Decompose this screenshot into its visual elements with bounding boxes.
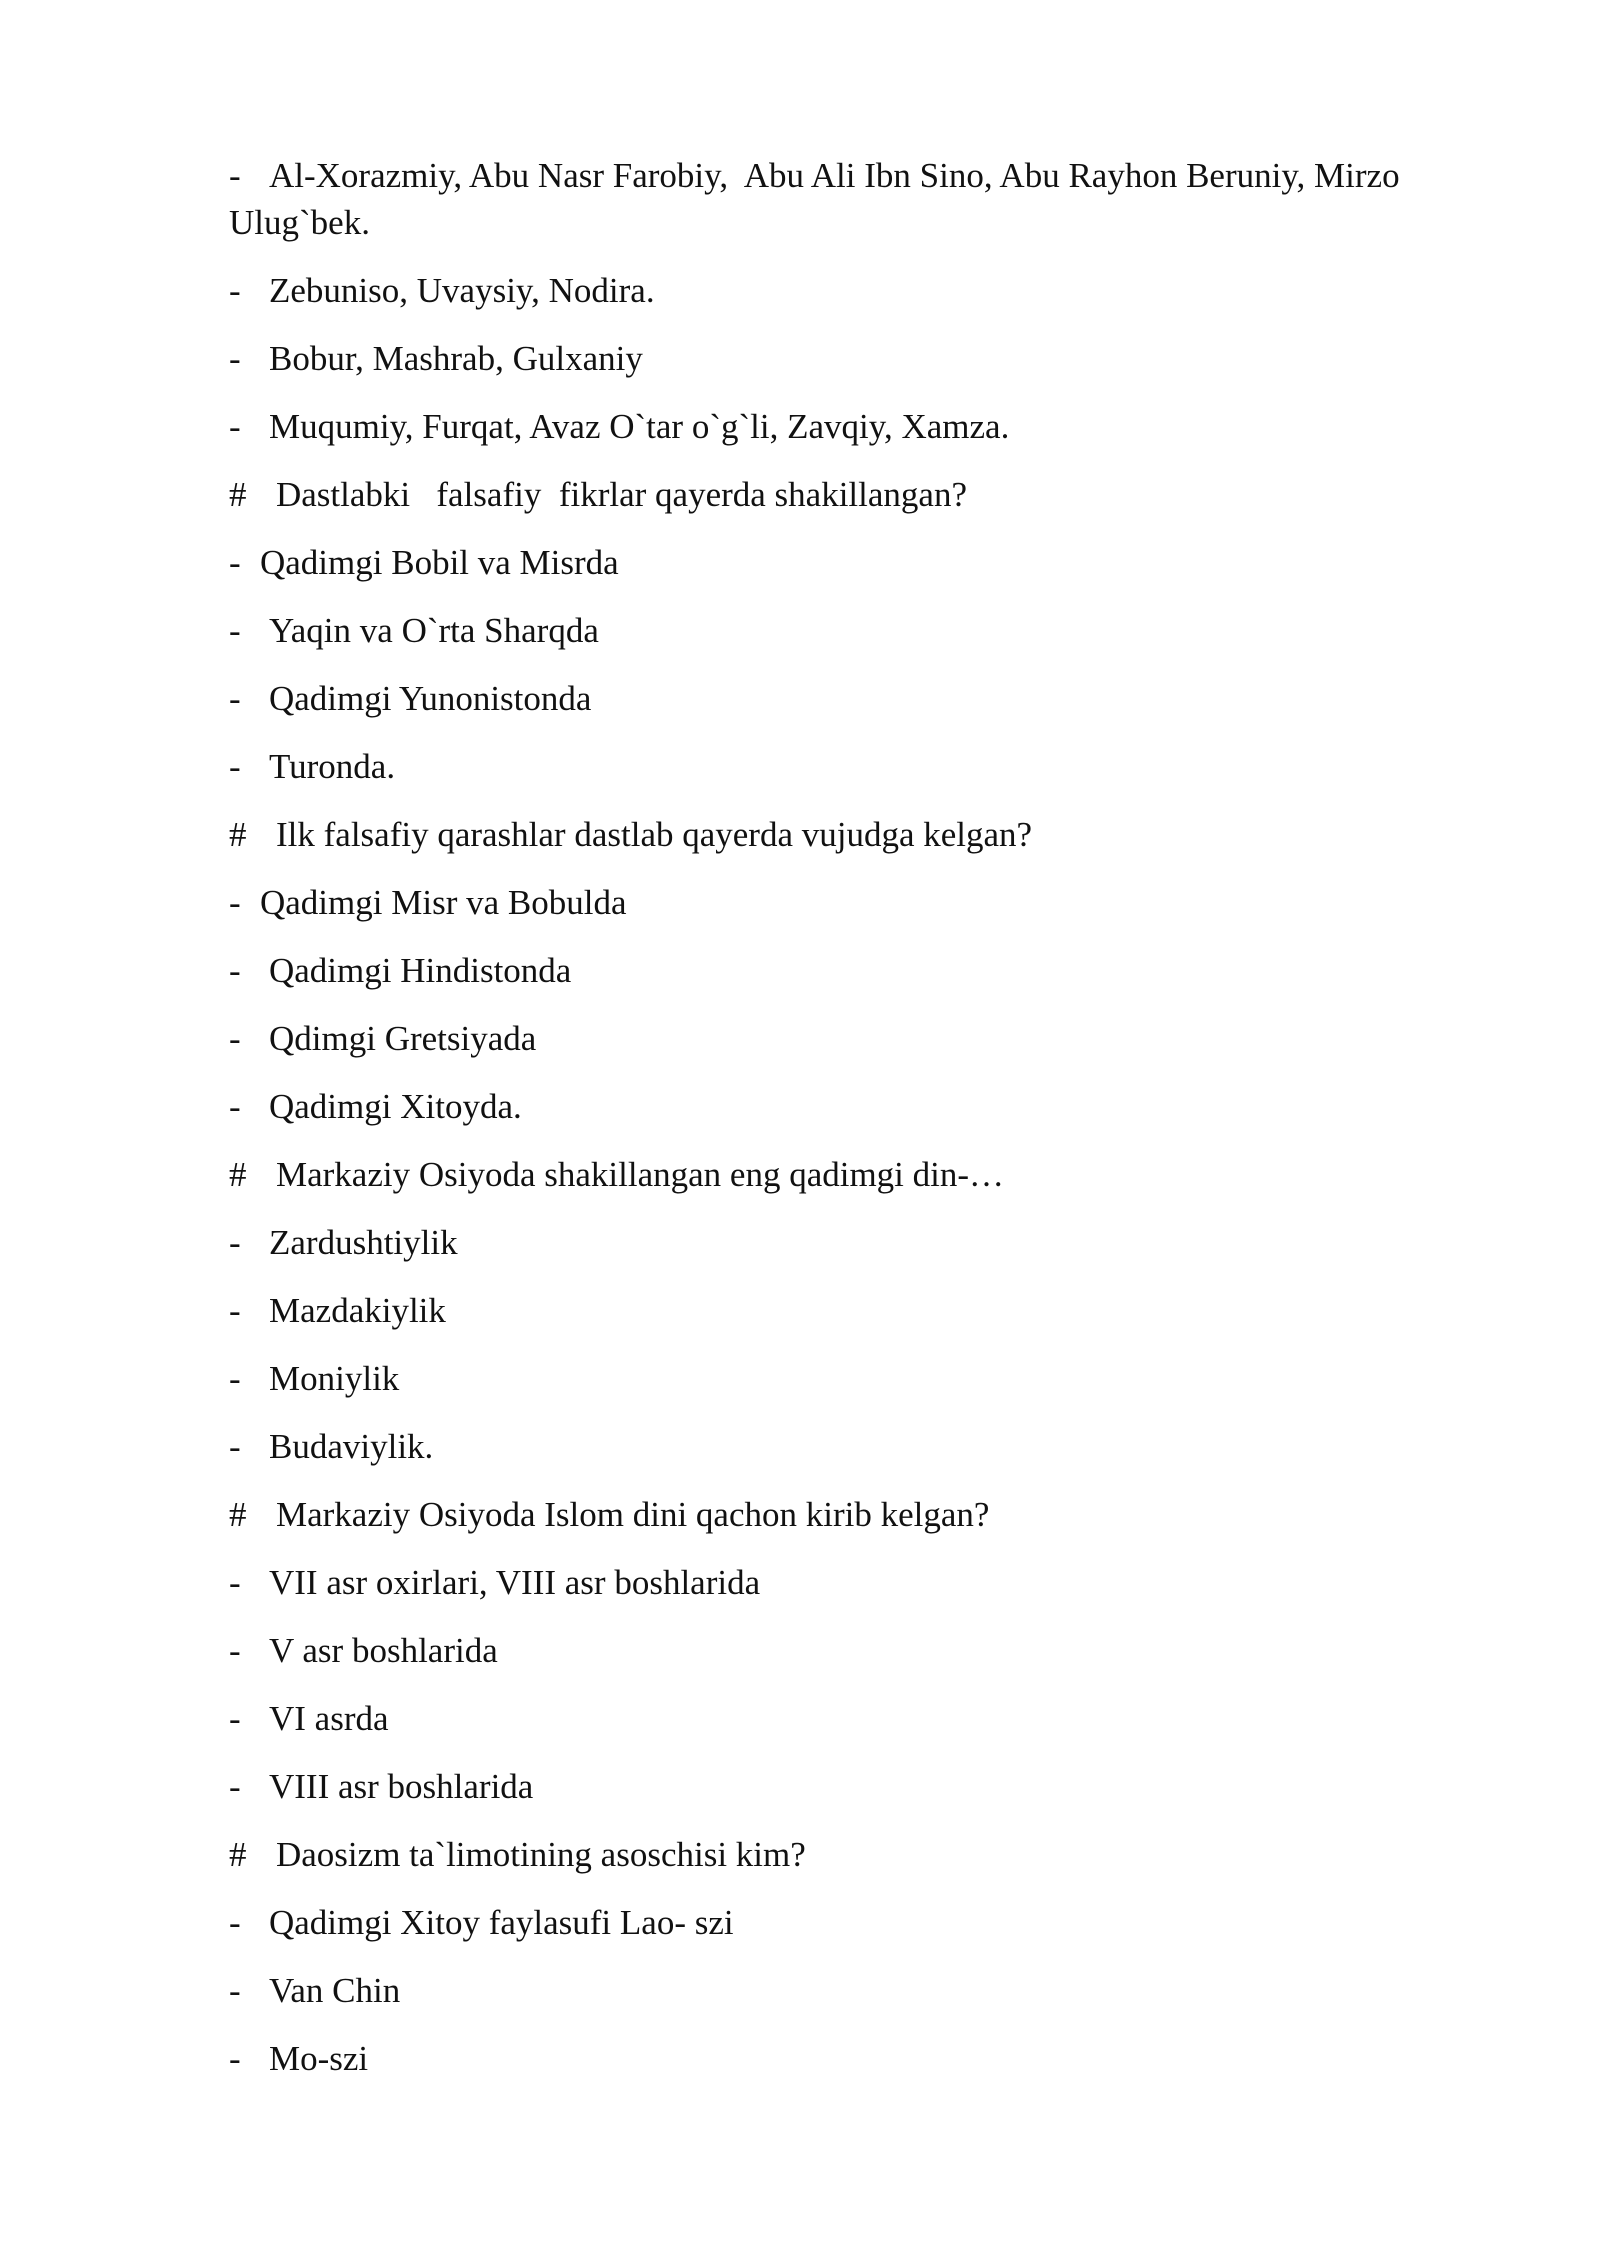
hash-marker: # bbox=[229, 1835, 247, 1874]
answer-text: Turonda. bbox=[269, 747, 396, 786]
answer-option bbox=[229, 1967, 1409, 2014]
answer-option bbox=[229, 879, 1409, 926]
answer-option bbox=[229, 1219, 1409, 1266]
answer-option bbox=[229, 1763, 1409, 1810]
answer-text: Qdimgi Gretsiyada bbox=[269, 1019, 537, 1058]
answer-option bbox=[229, 152, 1409, 246]
answer-option bbox=[229, 675, 1409, 722]
answer-text: VI asrda bbox=[269, 1699, 389, 1738]
answer-text: V asr boshlarida bbox=[269, 1631, 498, 1670]
hash-marker: # bbox=[229, 815, 247, 854]
dash-marker: - bbox=[229, 2039, 241, 2078]
hash-marker: # bbox=[229, 1495, 247, 1534]
answer-option bbox=[229, 1287, 1409, 1334]
hash-marker: # bbox=[229, 1155, 247, 1194]
dash-marker: - bbox=[229, 1427, 241, 1466]
answer-option bbox=[229, 607, 1409, 654]
answer-text: Mazdakiylik bbox=[269, 1291, 446, 1330]
answer-option bbox=[229, 1015, 1409, 1062]
dash-marker: - bbox=[229, 883, 241, 922]
dash-marker: - bbox=[229, 1359, 241, 1398]
dash-marker: - bbox=[229, 1631, 241, 1670]
answer-option bbox=[229, 403, 1409, 450]
answer-text: Van Chin bbox=[269, 1971, 401, 2010]
question bbox=[229, 1831, 1409, 1878]
answer-text: Qadimgi Misr va Bobulda bbox=[260, 883, 627, 922]
answer-option bbox=[229, 947, 1409, 994]
answer-option bbox=[229, 1083, 1409, 1130]
dash-marker: - bbox=[229, 1019, 241, 1058]
dash-marker: - bbox=[229, 156, 241, 195]
question bbox=[229, 811, 1409, 858]
dash-marker: - bbox=[229, 1563, 241, 1602]
answer-text: VIII asr boshlarida bbox=[269, 1767, 534, 1806]
dash-marker: - bbox=[229, 1087, 241, 1126]
dash-marker: - bbox=[229, 1971, 241, 2010]
answer-text: Yaqin va O`rta Sharqda bbox=[269, 611, 599, 650]
hash-marker: # bbox=[229, 475, 247, 514]
answer-text: Zardushtiylik bbox=[269, 1223, 458, 1262]
answer-text: Qadimgi Yunonistonda bbox=[269, 679, 592, 718]
dash-marker: - bbox=[229, 339, 241, 378]
dash-marker: - bbox=[229, 611, 241, 650]
question-text: Markaziy Osiyoda Islom dini qachon kirib kelgan? bbox=[276, 1495, 990, 1534]
answer-text: Budaviylik. bbox=[269, 1427, 434, 1466]
dash-marker: - bbox=[229, 271, 241, 310]
dash-marker: - bbox=[229, 1767, 241, 1806]
answer-option bbox=[229, 2035, 1409, 2082]
dash-marker: - bbox=[229, 543, 241, 582]
dash-marker: - bbox=[229, 1291, 241, 1330]
question bbox=[229, 1491, 1409, 1538]
answer-option bbox=[229, 1423, 1409, 1470]
answer-text: Bobur, Mashrab, Gulxaniy bbox=[269, 339, 643, 378]
answer-text: Muqumiy, Furqat, Avaz O`tar o`g`li, Zavqiy, Xamza. bbox=[269, 407, 1010, 446]
dash-marker: - bbox=[229, 679, 241, 718]
dash-marker: - bbox=[229, 407, 241, 446]
document-body bbox=[229, 152, 1409, 2103]
question-text: Markaziy Osiyoda shakillangan eng qadimgi din-… bbox=[276, 1155, 1005, 1194]
answer-text: Qadimgi Bobil va Misrda bbox=[260, 543, 619, 582]
answer-option bbox=[229, 1695, 1409, 1742]
answer-option bbox=[229, 743, 1409, 790]
dash-marker: - bbox=[229, 747, 241, 786]
dash-marker: - bbox=[229, 1903, 241, 1942]
answer-option bbox=[229, 1899, 1409, 1946]
answer-option bbox=[229, 335, 1409, 382]
question bbox=[229, 1151, 1409, 1198]
answer-text: Mo-szi bbox=[269, 2039, 369, 2078]
answer-option bbox=[229, 267, 1409, 314]
answer-text: Qadimgi Hindistonda bbox=[269, 951, 572, 990]
answer-text: VII asr oxirlari, VIII asr boshlarida bbox=[269, 1563, 761, 1602]
question-text: Dastlabki falsafiy fikrlar qayerda shakillangan? bbox=[276, 475, 967, 514]
answer-text: Al-Xorazmiy, Abu Nasr Farobiy, Abu Ali Ibn Sino, Abu Rayhon Beruniy, Mirzo Ulug`bek. bbox=[229, 156, 1409, 242]
answer-option bbox=[229, 1559, 1409, 1606]
answer-text: Qadimgi Xitoy faylasufi Lao- szi bbox=[269, 1903, 734, 1942]
question-text: Daosizm ta`limotining asoschisi kim? bbox=[276, 1835, 806, 1874]
dash-marker: - bbox=[229, 1699, 241, 1738]
answer-text: Moniylik bbox=[269, 1359, 400, 1398]
answer-option bbox=[229, 539, 1409, 586]
dash-marker: - bbox=[229, 951, 241, 990]
answer-text: Qadimgi Xitoyda. bbox=[269, 1087, 522, 1126]
answer-text: Zebuniso, Uvaysiy, Nodira. bbox=[269, 271, 655, 310]
question-text: Ilk falsafiy qarashlar dastlab qayerda vujudga kelgan? bbox=[276, 815, 1033, 854]
dash-marker: - bbox=[229, 1223, 241, 1262]
answer-option bbox=[229, 1355, 1409, 1402]
question bbox=[229, 471, 1409, 518]
answer-option bbox=[229, 1627, 1409, 1674]
